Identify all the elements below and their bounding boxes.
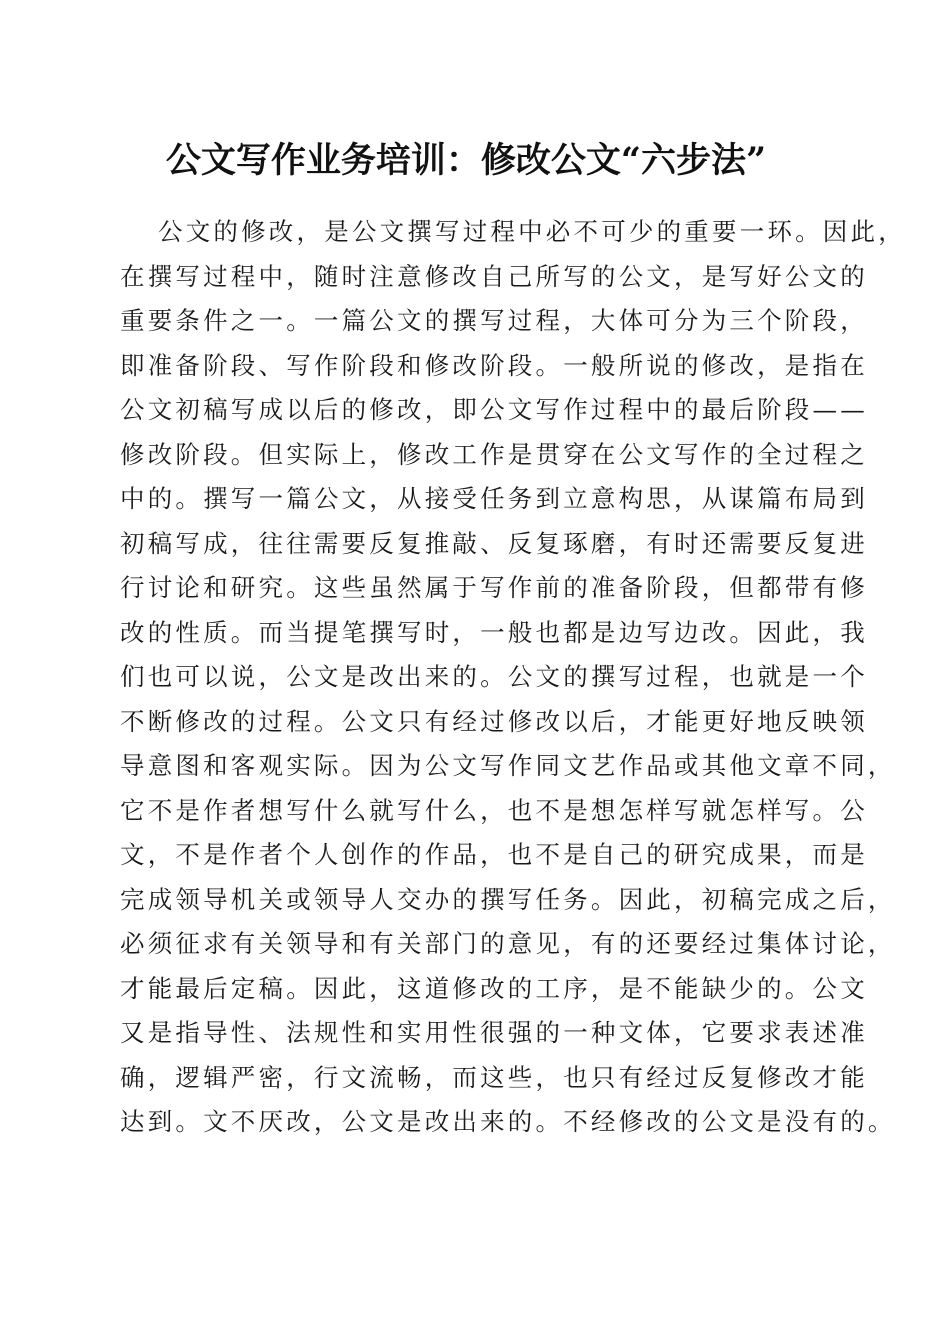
paragraph-line: 才能最后定稿。因此，这道修改的工序，是不能缺少的。公文 [120, 973, 868, 1003]
paragraph-line: 它不是作者想写什么就写什么，也不是想怎样写就怎样写。公 [120, 795, 868, 825]
paragraph-line: 中的。撰写一篇公文，从接受任务到立意构思，从谋篇布局到 [120, 484, 868, 513]
body-paragraph [120, 210, 906, 1145]
paragraph-line: 达到。文不厌改，公文是改出来的。不经修改的公文是没有的。 [120, 1107, 896, 1136]
paragraph-line: 行讨论和研究。这些虽然属于写作前的准备阶段，但都带有修 [120, 573, 868, 602]
paragraph-line: 确，逻辑严密，行文流畅，而这些，也只有经过反复修改才能 [120, 1062, 868, 1092]
paragraph-line: 公文初稿写成以后的修改，即公文写作过程中的最后阶段—— [120, 395, 868, 424]
paragraph-line: 文，不是作者个人创作的作品，也不是自己的研究成果，而是 [120, 840, 868, 869]
paragraph-line: 导意图和客观实际。因为公文写作同文艺作品或其他文章不同， [120, 751, 896, 780]
paragraph-line: 改的性质。而当提笔撰写时，一般也都是边写边改。因此，我 [120, 617, 868, 647]
paragraph-line: 修改阶段。但实际上，修改工作是贯穿在公文写作的全过程之 [120, 439, 868, 469]
paragraph-line: 公文的修改，是公文撰写过程中必不可少的重要一环。因此， [158, 217, 906, 246]
paragraph-line: 重要条件之一。一篇公文的撰写过程，大体可分为三个阶段， [120, 306, 868, 335]
document-title: 公文写作业务培训：修改公文“六步法” [165, 140, 767, 181]
paragraph-line: 初稿写成，往往需要反复推敲、反复琢磨，有时还需要反复进 [120, 528, 868, 558]
paragraph-line: 必须征求有关领导和有关部门的意见，有的还要经过集体讨论， [120, 929, 896, 958]
paragraph-line: 在撰写过程中，随时注意修改自己所写的公文，是写好公文的 [120, 261, 868, 291]
paragraph-line: 们也可以说，公文是改出来的。公文的撰写过程，也就是一个 [120, 662, 868, 691]
paragraph-line: 即准备阶段、写作阶段和修改阶段。一般所说的修改，是指在 [120, 350, 868, 380]
paragraph-line: 完成领导机关或领导人交办的撰写任务。因此，初稿完成之后， [120, 884, 896, 914]
paragraph-line: 不断修改的过程。公文只有经过修改以后，才能更好地反映领 [120, 706, 868, 736]
paragraph-line: 又是指导性、法规性和实用性很强的一种文体，它要求表述准 [120, 1018, 868, 1047]
